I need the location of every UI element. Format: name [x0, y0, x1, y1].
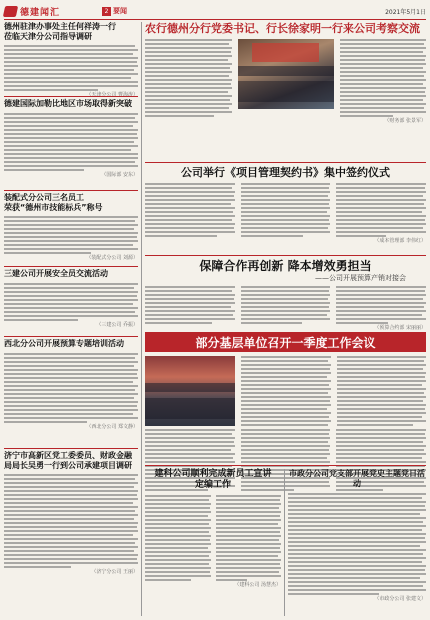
article-a6 — [4, 451, 138, 575]
article-body — [4, 45, 138, 91]
article-byline: （西北分公司 郑文静） — [86, 423, 138, 430]
article-byline: （国际部 安东） — [101, 171, 138, 178]
article-body-col1 — [241, 356, 331, 426]
article-title: 建科公司顺利完成新员工宣讲 — [154, 469, 272, 479]
article-body-col1 — [145, 495, 211, 581]
article-body-col3 — [336, 286, 426, 324]
article-title: 三建公司开展安全员交流活动 — [4, 269, 108, 278]
article-title-line2: 莅临天津分公司指导调研 — [4, 31, 92, 41]
conference-photo-image — [145, 356, 235, 426]
article-subtitle: ——公司开展预算产销对接会 — [315, 274, 406, 283]
divider — [4, 96, 138, 97]
divider — [4, 448, 138, 449]
banner-title: 部分基层单位召开一季度工作会议 — [195, 335, 376, 350]
article-byline: （装配式分公司 刘源） — [86, 255, 138, 262]
article-body-col2 — [241, 183, 331, 237]
article-title: 保障合作再创新 降本增效勇担当 — [199, 259, 372, 273]
article-a12 — [288, 469, 426, 602]
column-divider — [141, 22, 142, 616]
article-title: 市政分公司党支部开展党史主题党日活动 — [289, 469, 425, 488]
article-title: 公司举行《项目管理契约书》集中签约仪式 — [181, 166, 390, 179]
article-a8 — [145, 166, 426, 244]
article-byline: （成本管理部 李伟红） — [374, 238, 426, 245]
article-title: 德建国际加勒比地区市场取得新突破 — [4, 99, 132, 108]
article-body — [288, 493, 426, 595]
article-body-col2 — [337, 356, 427, 426]
conference-photo — [145, 356, 235, 426]
article-body-col2 — [340, 39, 427, 117]
article-body-col1 — [145, 286, 235, 324]
article-a3 — [4, 193, 138, 261]
article-byline: （济宁分公司 王丽） — [91, 569, 138, 576]
divider — [145, 162, 426, 163]
issue-date: 2021年5月1日 — [385, 8, 426, 16]
article-a4 — [4, 269, 138, 328]
article-byline: （建科公司 汤慧杰） — [234, 581, 281, 588]
article-body-col2 — [241, 286, 331, 324]
article-body — [4, 283, 138, 321]
article-title-line2: 荣获“德州市技能标兵”称号 — [4, 202, 103, 212]
article-byline: （财务部 张景军） — [384, 118, 426, 125]
page-number: 2 — [102, 7, 111, 16]
article-byline: （预算合约部 宋丽丽） — [374, 325, 426, 332]
divider — [145, 255, 426, 256]
article-body-col3 — [336, 183, 426, 237]
article-columns — [145, 286, 426, 324]
divider — [4, 266, 138, 267]
article-a11 — [145, 469, 281, 588]
meeting-photo — [238, 39, 334, 109]
meeting-photo-image — [238, 39, 334, 109]
article-title-line2: 定编工作 — [194, 479, 231, 490]
article-body — [4, 216, 138, 254]
article-a9 — [145, 259, 426, 331]
article-a1 — [4, 22, 138, 98]
article-body — [4, 113, 138, 171]
divider — [145, 465, 426, 466]
article-title-line2: 局局长吴勇一行到公司承建项目调研 — [4, 460, 132, 470]
article-title: 西北分公司开展预算专题培训活动 — [4, 339, 124, 348]
article-columns — [145, 356, 426, 426]
article-title: 济宁市高新区党工委委员、财政金融 — [4, 451, 132, 460]
masthead — [4, 3, 426, 20]
article-columns — [145, 183, 426, 237]
article-body — [4, 474, 138, 568]
section-label: 要闻 — [113, 7, 127, 15]
article-body — [4, 353, 138, 423]
article-body-col2 — [216, 495, 282, 581]
article-byline: （三建公司 乔振） — [96, 321, 138, 328]
article-title: 德州驻津办事处主任何祥涛一行 — [4, 22, 116, 31]
divider — [4, 336, 138, 337]
article-a7 — [145, 22, 426, 124]
section-banner — [145, 332, 426, 352]
article-title: 装配式分公司三名员工 — [4, 193, 84, 202]
article-a5 — [4, 339, 138, 430]
column-divider — [284, 469, 285, 616]
logo-icon — [3, 6, 18, 17]
paper-logo — [4, 5, 96, 18]
article-a2 — [4, 99, 138, 178]
article-byline — [4, 91, 138, 98]
divider — [4, 190, 138, 191]
article-columns — [145, 39, 426, 117]
article-body-col1 — [145, 39, 232, 117]
article-title: 农行德州分行党委书记、行长徐家明一行来公司考察交流 — [145, 22, 420, 35]
article-columns — [145, 495, 281, 581]
article-body-col1 — [145, 183, 235, 237]
paper-name: 德建闻汇 — [20, 7, 61, 18]
article-byline: （市政分公司 张建文） — [374, 596, 426, 603]
